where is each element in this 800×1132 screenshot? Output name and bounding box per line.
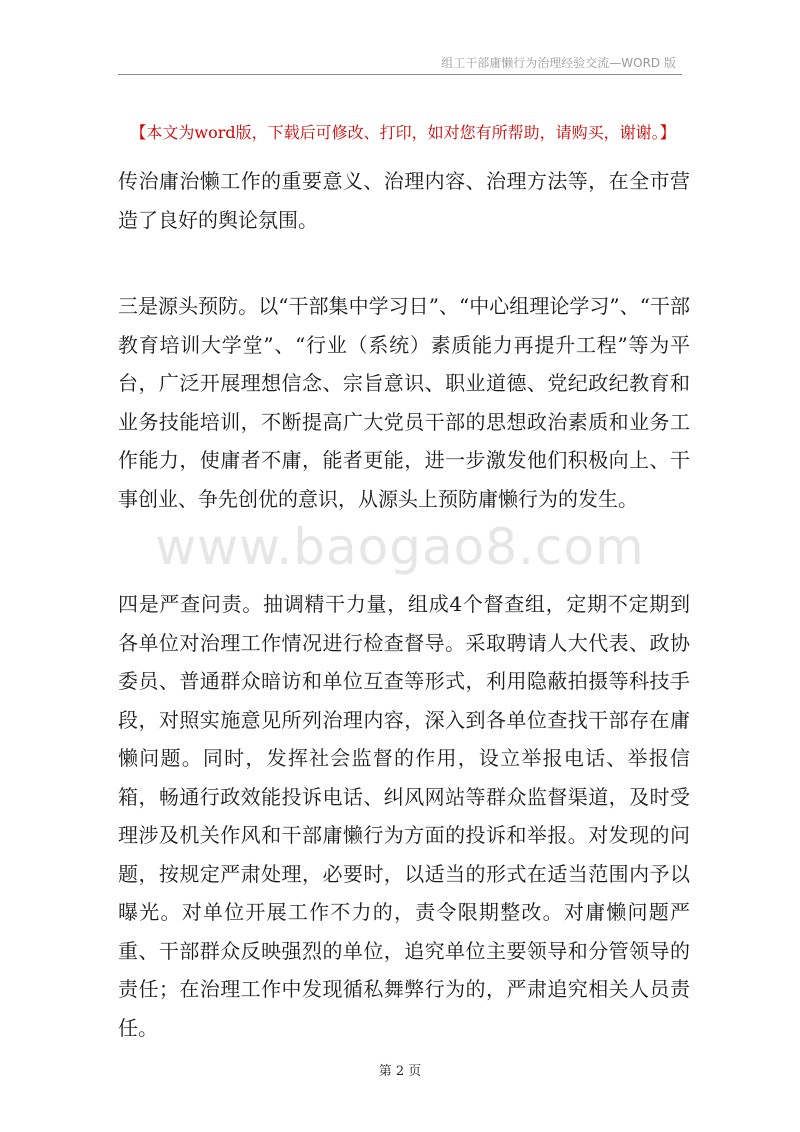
page-number: 第 2 页 bbox=[378, 1064, 422, 1079]
body-paragraph: 三是源头预防。以“干部集中学习日”、“中心组理论学习”、“干部教育培训大学堂”、“行业（系统）素质能力再提升工程”等为平台，广泛开展理想信念、宗旨意识、职业道德、党纪政纪教育和业务技能培训，不断提高广大党员干部的思想政治素质和业务工作能力，使庸者不庸，能者更能，进一步激发他们积极向上、干事创业、争先创优的意识，从源头上预防庸懒行为的发生。 bbox=[118, 294, 690, 511]
body-paragraph: 四是严查问责。抽调精干力量，组成4个督查组，定期不定期到各单位对治理工作情况进行检查督导。采取聘请人大代表、政协委员、普通群众暗访和单位互查等形式，利用隐蔽拍摄等科技手段，对照实施意见所列治理内容，深入到各单位查找干部存在庸懒问题。同时，发挥社会监督的作用，设立举报电话、举报信箱，畅通行政效能投诉电话、纠风网站等群众监督渠道，及时受理涉及机关作风和干部庸懒行为方面的投诉和举报。对发现的问题，按规定严肃处理，必要时，以适当的形式在适当范围内予以曝光。对单位开展工作不力的，责令限期整改。对庸懒问题严重、干部群众反映强烈的单位，追究单位主要领导和分管领导的责任；在治理工作中发现循私舞弊行为的，严肃追究相关人员责任。 bbox=[118, 592, 690, 1040]
site-watermark: www.baogao8.com bbox=[155, 518, 645, 576]
purchase-notice: 【本文为word版，下载后可修改、打印，如对您有所帮助，请购买，谢谢。】 bbox=[130, 123, 676, 142]
document-title: 组工干部庸懒行为治理经验交流—WORD 版 bbox=[441, 56, 676, 70]
page-header bbox=[118, 52, 682, 75]
body-paragraph: 传治庸治懒工作的重要意义、治理内容、治理方法等，在全市营造了良好的舆论氛围。 bbox=[118, 169, 690, 232]
